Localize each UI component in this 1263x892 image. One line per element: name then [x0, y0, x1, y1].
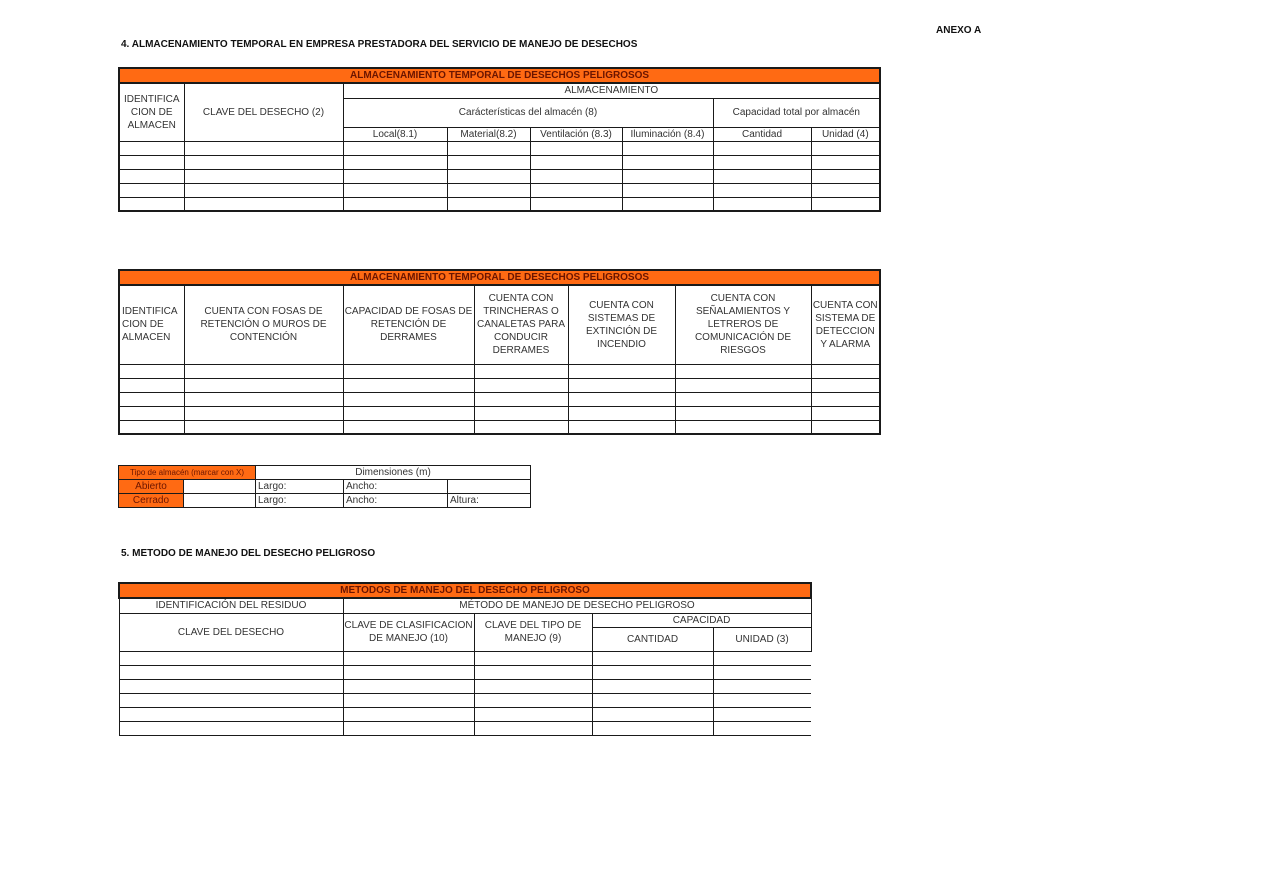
cell[interactable]: [184, 378, 343, 392]
col-clave-clasificacion: CLAVE DE CLASIFICACION DE MANEJO (10): [343, 613, 474, 651]
cell[interactable]: [343, 707, 474, 721]
table4-band: METODOS DE MANEJO DEL DESECHO PELIGROSO: [119, 583, 811, 598]
cell[interactable]: [622, 155, 713, 169]
col-clave-desecho: CLAVE DEL DESECHO (2): [184, 83, 343, 141]
cell[interactable]: [811, 364, 880, 378]
cell[interactable]: [343, 693, 474, 707]
cell[interactable]: [184, 392, 343, 406]
header-identificacion-residuo: IDENTIFICACIÓN DEL RESIDUO: [119, 598, 343, 613]
cell[interactable]: [530, 183, 622, 197]
col-senalamientos: CUENTA CON SEÑALAMIENTOS Y LETREROS DE COMUNICACIÓN DE RIESGOS: [675, 285, 811, 364]
header-almacenamiento: ALMACENAMIENTO: [343, 83, 880, 98]
table-row: [119, 679, 811, 693]
cell[interactable]: [447, 183, 530, 197]
cell[interactable]: [119, 665, 343, 679]
table-row: [119, 721, 811, 735]
table-row: [119, 420, 880, 434]
cell[interactable]: [675, 420, 811, 434]
col-iluminacion: Iluminación (8.4): [622, 127, 713, 141]
cell[interactable]: [675, 392, 811, 406]
cell[interactable]: [622, 197, 713, 211]
cell[interactable]: [119, 169, 184, 183]
col-cantidad: Cantidad: [713, 127, 811, 141]
cell[interactable]: [592, 651, 713, 665]
cell[interactable]: [119, 721, 343, 735]
cell[interactable]: [474, 420, 568, 434]
storage-type-table: [118, 465, 531, 508]
cerrado-ancho[interactable]: Ancho:: [344, 494, 448, 508]
col-trincheras: CUENTA CON TRINCHERAS O CANALETAS PARA CONDUCIR DERRAMES: [474, 285, 568, 364]
col-ventilacion: Ventilación (8.3): [530, 127, 622, 141]
col-cantidad: CANTIDAD: [592, 627, 713, 651]
cell[interactable]: [474, 392, 568, 406]
col-unidad: UNIDAD (3): [713, 627, 811, 651]
cell[interactable]: [184, 364, 343, 378]
cell[interactable]: [474, 406, 568, 420]
table-row: [119, 693, 811, 707]
cerrado-altura[interactable]: Altura:: [448, 494, 531, 508]
col-clave-tipo-manejo: CLAVE DEL TIPO DE MANEJO (9): [474, 613, 592, 651]
col-local: Local(8.1): [343, 127, 447, 141]
cell[interactable]: [343, 721, 474, 735]
table-row: [119, 169, 880, 183]
cell[interactable]: [713, 197, 811, 211]
cell[interactable]: [811, 197, 880, 211]
abierto-largo[interactable]: Largo:: [256, 480, 344, 494]
cell[interactable]: [675, 406, 811, 420]
cell[interactable]: [474, 721, 592, 735]
cell[interactable]: [184, 169, 343, 183]
table-row: [119, 651, 811, 665]
cell[interactable]: [592, 693, 713, 707]
cell[interactable]: [119, 197, 184, 211]
cell[interactable]: [592, 665, 713, 679]
cell[interactable]: [343, 420, 474, 434]
cell[interactable]: [343, 197, 447, 211]
cell[interactable]: [474, 679, 592, 693]
cell[interactable]: [119, 378, 184, 392]
abierto-checkbox[interactable]: [184, 480, 256, 494]
cell[interactable]: [530, 155, 622, 169]
cell[interactable]: [592, 707, 713, 721]
table-row: [119, 364, 880, 378]
cell[interactable]: [184, 420, 343, 434]
cell[interactable]: [474, 364, 568, 378]
table-row: [119, 141, 880, 155]
abierto-extra[interactable]: [448, 480, 531, 494]
cell[interactable]: [447, 141, 530, 155]
cell[interactable]: [343, 406, 474, 420]
storage-characteristics-table: [118, 67, 881, 212]
cell[interactable]: [343, 141, 447, 155]
header-metodo-manejo: MÉTODO DE MANEJO DE DESECHO PELIGROSO: [343, 598, 811, 613]
table-row: [119, 707, 811, 721]
section-5-title: 5. METODO DE MANEJO DEL DESECHO PELIGROSO: [121, 548, 376, 559]
col-deteccion-alarma: CUENTA CON SISTEMA DE DETECCION Y ALARMA: [811, 285, 880, 364]
cell[interactable]: [713, 679, 811, 693]
cell[interactable]: [675, 364, 811, 378]
table-row: [119, 378, 880, 392]
cell[interactable]: [119, 679, 343, 693]
cell[interactable]: [530, 197, 622, 211]
cell[interactable]: [119, 693, 343, 707]
col-extincion-incendio: CUENTA CON SISTEMAS DE EXTINCIÓN DE INCENDIO: [568, 285, 675, 364]
cell[interactable]: [675, 378, 811, 392]
col-material: Material(8.2): [447, 127, 530, 141]
cell[interactable]: [713, 155, 811, 169]
cell[interactable]: [713, 665, 811, 679]
cell[interactable]: [343, 665, 474, 679]
cell[interactable]: [474, 693, 592, 707]
dimensiones-label: Dimensiones (m): [256, 466, 531, 480]
cell[interactable]: [343, 392, 474, 406]
cell[interactable]: [811, 420, 880, 434]
section-4-title: 4. ALMACENAMIENTO TEMPORAL EN EMPRESA PRESTADORA DEL SERVICIO DE MANEJO DE DESECHOS: [121, 39, 638, 50]
cell[interactable]: [119, 141, 184, 155]
abierto-label: Abierto: [119, 480, 184, 494]
cell[interactable]: [184, 183, 343, 197]
cerrado-label: Cerrado: [119, 494, 184, 508]
cell[interactable]: [713, 707, 811, 721]
cell[interactable]: [713, 721, 811, 735]
annex-label: ANEXO A: [936, 25, 982, 36]
cell[interactable]: [343, 183, 447, 197]
col-identificacion-almacen: IDENTIFICA CION DE ALMACEN: [119, 83, 184, 141]
col-unidad: Unidad (4): [811, 127, 880, 141]
cell[interactable]: [343, 169, 447, 183]
cell[interactable]: [568, 392, 675, 406]
cell[interactable]: [343, 364, 474, 378]
cell[interactable]: [119, 183, 184, 197]
cell[interactable]: [184, 197, 343, 211]
table-row: [119, 392, 880, 406]
table-row: [119, 406, 880, 420]
cell[interactable]: [592, 721, 713, 735]
cell[interactable]: [622, 141, 713, 155]
cell[interactable]: [811, 406, 880, 420]
col-capacidad-fosas: CAPACIDAD DE FOSAS DE RETENCIÓN DE DERRAMES: [343, 285, 474, 364]
table-row: [119, 155, 880, 169]
cell[interactable]: [119, 392, 184, 406]
abierto-ancho[interactable]: Ancho:: [344, 480, 448, 494]
cell[interactable]: [184, 406, 343, 420]
cell[interactable]: [474, 665, 592, 679]
cell[interactable]: [713, 183, 811, 197]
cell[interactable]: [592, 679, 713, 693]
cell[interactable]: [447, 169, 530, 183]
storage-safety-table: [118, 269, 881, 435]
table2-band: ALMACENAMIENTO TEMPORAL DE DESECHOS PELIGROSOS: [119, 270, 880, 285]
col-fosas-retencion: CUENTA CON FOSAS DE RETENCIÓN O MUROS DE CONTENCIÓN: [184, 285, 343, 364]
table-row: [119, 665, 811, 679]
cell[interactable]: [474, 378, 568, 392]
handling-method-table: [118, 582, 812, 736]
cell[interactable]: [119, 420, 184, 434]
cerrado-checkbox[interactable]: [184, 494, 256, 508]
cell[interactable]: [568, 420, 675, 434]
cell[interactable]: [568, 406, 675, 420]
cell[interactable]: [568, 378, 675, 392]
table1-band: ALMACENAMIENTO TEMPORAL DE DESECHOS PELIGROSOS: [119, 68, 880, 83]
tipo-almacen-label: Tipo de almacén (marcar con X): [119, 466, 256, 480]
cell[interactable]: [343, 378, 474, 392]
cell[interactable]: [343, 679, 474, 693]
cell[interactable]: [622, 183, 713, 197]
cell[interactable]: [343, 155, 447, 169]
cell[interactable]: [568, 364, 675, 378]
cell[interactable]: [184, 155, 343, 169]
header-caracteristicas: Carácterísticas del almacén (8): [343, 98, 713, 127]
cell[interactable]: [622, 169, 713, 183]
cell[interactable]: [119, 406, 184, 420]
cell[interactable]: [811, 183, 880, 197]
cell[interactable]: [119, 707, 343, 721]
cell[interactable]: [474, 707, 592, 721]
cell[interactable]: [343, 651, 474, 665]
col-identificacion-almacen: IDENTIFICA CION DE ALMACEN: [119, 285, 184, 364]
cell[interactable]: [713, 169, 811, 183]
cell[interactable]: [184, 141, 343, 155]
cell[interactable]: [713, 651, 811, 665]
cell[interactable]: [713, 141, 811, 155]
cell[interactable]: [119, 364, 184, 378]
cell[interactable]: [530, 169, 622, 183]
cell[interactable]: [530, 141, 622, 155]
cell[interactable]: [811, 169, 880, 183]
cell[interactable]: [119, 651, 343, 665]
header-capacidad: CAPACIDAD: [592, 613, 811, 627]
cell[interactable]: [474, 651, 592, 665]
cell[interactable]: [811, 155, 880, 169]
table-row: [119, 183, 880, 197]
cell[interactable]: [447, 155, 530, 169]
cell[interactable]: [119, 155, 184, 169]
cell[interactable]: [811, 392, 880, 406]
cell[interactable]: [811, 378, 880, 392]
cell[interactable]: [713, 693, 811, 707]
cell[interactable]: [447, 197, 530, 211]
table-row: [119, 197, 880, 211]
cell[interactable]: [811, 141, 880, 155]
cerrado-largo[interactable]: Largo:: [256, 494, 344, 508]
col-clave-desecho: CLAVE DEL DESECHO: [119, 613, 343, 651]
header-capacidad-total: Capacidad total por almacén: [713, 98, 880, 127]
